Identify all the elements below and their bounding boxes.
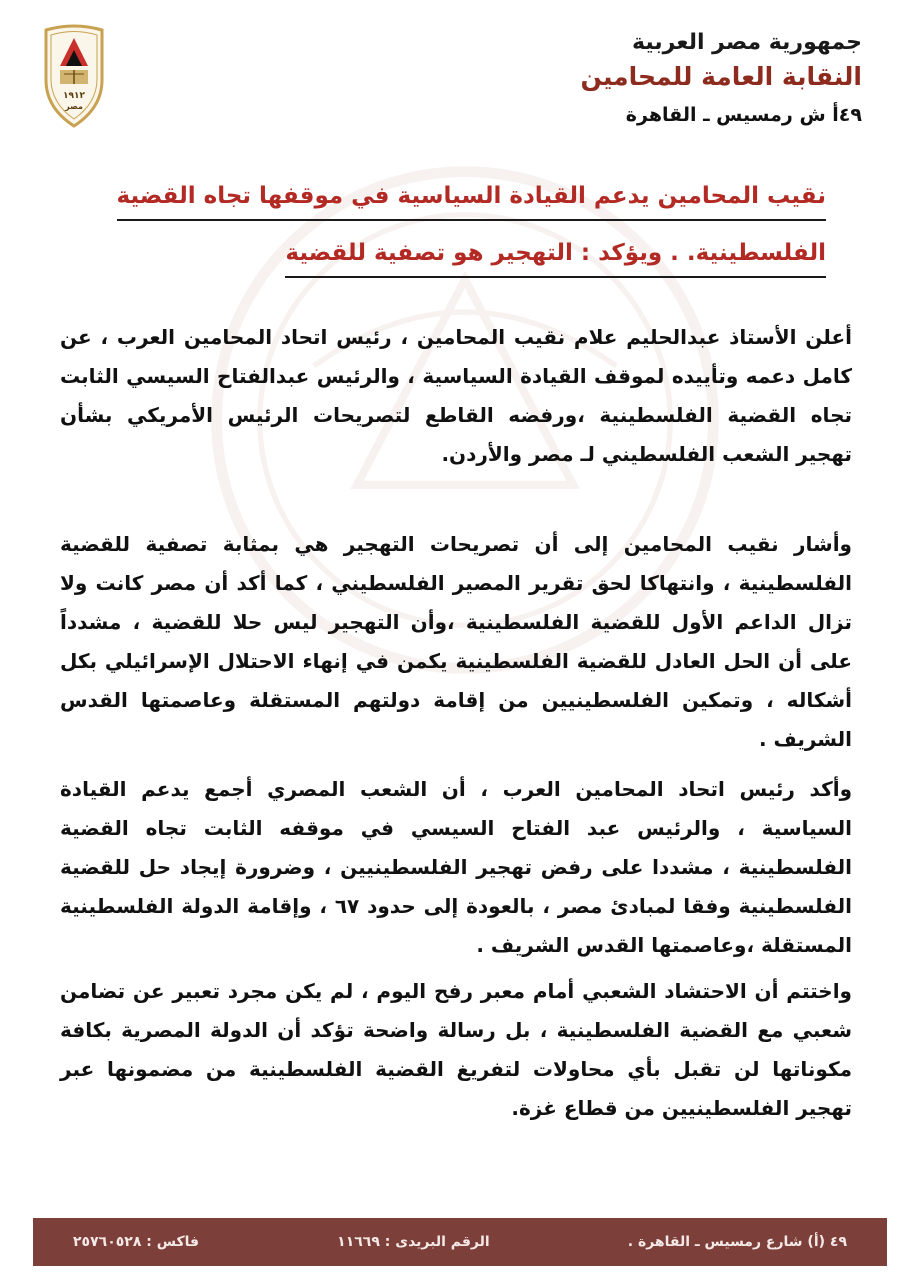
- footer-fax: فاكس : ٢٥٧٦٠٥٢٨: [73, 1234, 200, 1250]
- body-paragraph-1: أعلن الأستاذ عبدالحليم علام نقيب المحامين ، رئيس اتحاد المحامين العرب ، عن كامل دعمه وتأييده لموقف القيادة السياسية ، والرئيس عبدالفتاح السيسي الثابت تجاه القضية الفلسطينية ،ورفضه القاطع لتصريحات الرئيس الأمريكي بشأن تهجير الشعب الفلسطيني لـ مصر والأردن.: [60, 325, 852, 466]
- body-paragraph-4: واختتم أن الاحتشاد الشعبي أمام معبر رفح اليوم ، لم يكن مجرد تعبير عن تضامن شعبي مع القضية الفلسطينية ، بل رسالة واضحة تؤكد أن الدولة المصرية بكافة مكوناتها لن تقبل بأي محاولات لتفريغ القضية الفلسطينية من مضمونها عبر تهجير الفلسطينيين من قطاع غزة.: [60, 979, 852, 1120]
- footer-address: ٤٩ (أ) شارع رمسيس ـ القاهرة .: [627, 1234, 847, 1250]
- body-paragraph-3: وأكد رئيس اتحاد المحامين العرب ، أن الشعب المصري أجمع يدعم القيادة السياسية ، والرئيس عبد الفتاح السيسي في موقفه الثابت تجاه القضية الفلسطينية ، مشددا على رفض تهجير الفلسطينيين ، وضرورة إيجاد حل للقضية الفلسطينية وفقا لمبادئ مصر ، بالعودة إلى حدود ٦٧ ، وإقامة الدولة الفلسطينية المستقلة ،وعاصمتها القدس الشريف .: [60, 777, 852, 957]
- footer-bar: [33, 1218, 887, 1266]
- document-title-line-1: نقيب المحامين يدعم القيادة السياسية في موقفها تجاه القضية: [117, 183, 826, 221]
- footer-postal-code: الرقم البريدى : ١١٦٦٩: [337, 1234, 490, 1250]
- bar-association-logo-icon: [38, 22, 110, 130]
- document-title-line-2: الفلسطينية. . ويؤكد : التهجير هو تصفية للقضية: [285, 240, 826, 278]
- header-union-name: النقابة العامة للمحامين: [580, 62, 862, 91]
- header-address: ٤٩أ ش رمسيس ـ القاهرة: [625, 104, 862, 126]
- logo-year-text: ١٩١٢: [63, 91, 85, 101]
- header-country: جمهورية مصر العربية: [632, 30, 862, 55]
- logo-country-text: مصر: [65, 102, 83, 111]
- body-paragraph-2: وأشار نقيب المحامين إلى أن تصريحات التهجير هي بمثابة تصفية للقضية الفلسطينية ، وانتهاكا لحق تقرير المصير الفلسطيني ، كما أكد أن مصر كانت ولا تزال الداعم الأول للقضية الفلسطينية ،وأن التهجير ليس حلا للقضية ، مشدداً على أن الحل العادل للقضية الفلسطينية يكمن في إنهاء الاحتلال الإسرائيلي بكل أشكاله ، وتمكين الفلسطينيين من إقامة دولتهم المستقلة وعاصمتها القدس الشريف .: [60, 532, 852, 751]
